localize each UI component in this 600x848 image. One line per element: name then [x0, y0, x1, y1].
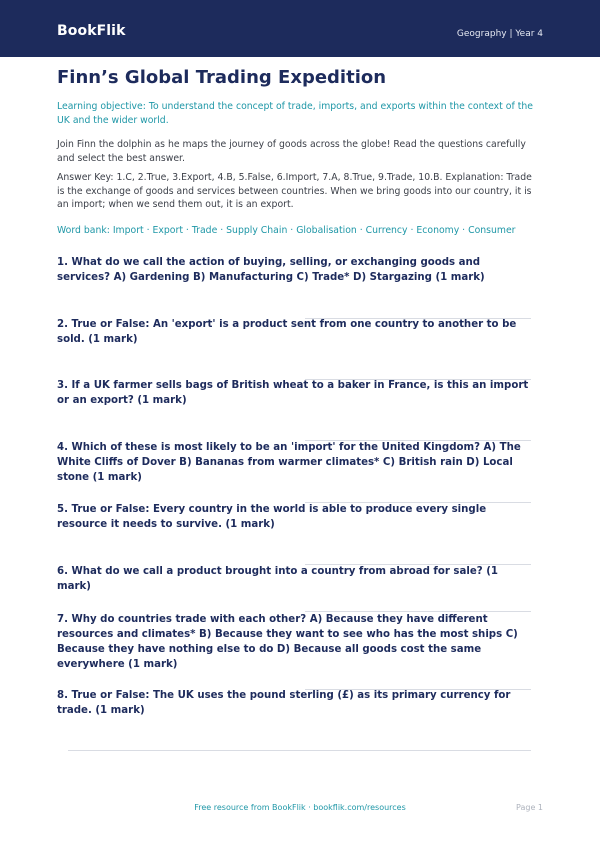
question-7: 7. Why do countries trade with each other? A) Because they have different resources and climates* B) Because they want to see who has the most ships C) Because they have nothing else to do D) Because all goods cost the same everywhere (1 mark)	[57, 614, 518, 670]
intro-text: Join Finn the dolphin as he maps the journey of goods across the globe! Read the questions carefully and select the best answer.	[57, 139, 526, 164]
word-bank: Word bank: Import · Export · Trade · Supply Chain · Globalisation · Currency · Economy · Consumer	[57, 225, 516, 236]
question-3: 3. If a UK farmer sells bags of British wheat to a baker in France, is this an import or an export? (1 mark)	[57, 380, 529, 406]
answer-key: Answer Key: 1.C, 2.True, 3.Export, 4.B, 5.False, 6.Import, 7.A, 8.True, 9.Trade, 10.B. Explanation: Trade is the exchange of goods and services between countries. When we bring goods into our country, it is an import; when we send them out, it is an export.	[57, 172, 532, 210]
question-8: 8. True or False: The UK uses the pound sterling (£) as its primary currency for trade. (1 mark)	[57, 690, 511, 716]
question-6: 6. What do we call a product brought into a country from abroad for sale? (1 mark)	[57, 566, 498, 592]
question-1: 1. What do we call the action of buying, selling, or exchanging goods and services? A) Gardening B) Manufacturing C) Trade* D) Stargazing (1 mark)	[57, 257, 485, 283]
question-4: 4. Which of these is most likely to be an 'import' for the United Kingdom? A) The White Cliffs of Dover B) Bananas from warmer climates* C) British rain D) Local stone (1 mark)	[57, 442, 521, 483]
header-bar	[0, 0, 600, 57]
learning-objective: Learning objective: To understand the concept of trade, imports, and exports within the context of the UK and the wider world.	[57, 101, 533, 126]
subject-label: Geography | Year 4	[456, 29, 543, 39]
footer-divider	[68, 750, 531, 751]
question-2: 2. True or False: An 'export' is a product sent from one country to another to be sold. (1 mark)	[57, 319, 517, 345]
brand-logo[interactable]: BookFlik	[57, 23, 126, 39]
footer-link[interactable]: Free resource from BookFlik · bookflik.com/resources	[194, 803, 406, 812]
page-number: Page 1	[516, 803, 543, 812]
page-title: Finn’s Global Trading Expedition	[57, 67, 387, 88]
question-5: 5. True or False: Every country in the world is able to produce every single resource it needs to survive. (1 mark)	[57, 504, 487, 530]
